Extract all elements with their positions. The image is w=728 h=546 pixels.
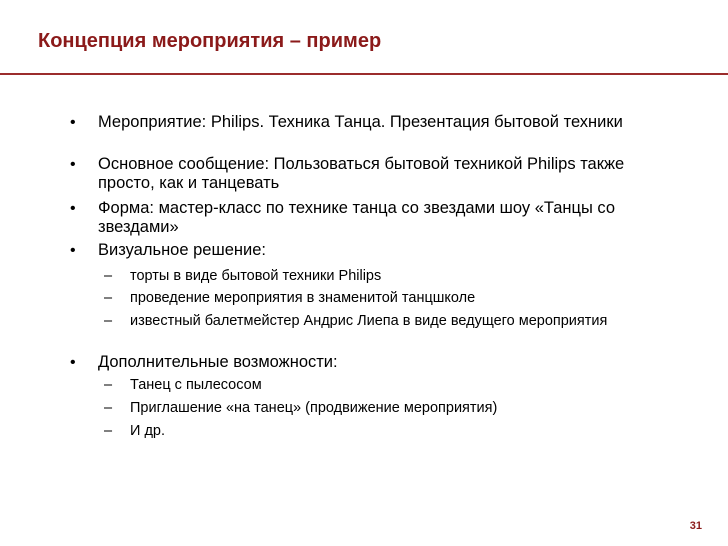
sub-item-cakes: [104, 268, 630, 285]
slide-title: Концепция мероприятия – пример: [38, 30, 382, 52]
sub-marker: –: [104, 423, 113, 439]
bullet-item-message: [70, 155, 638, 193]
bullet-marker: •: [70, 242, 76, 259]
bullet-marker: •: [70, 114, 76, 131]
sub-marker: –: [104, 313, 113, 329]
sub-text: Приглашение «на танец» (продвижение мероприятия): [130, 400, 498, 416]
sub-text: Танец с пылесосом: [130, 377, 262, 393]
page-number: 31: [689, 520, 702, 532]
sub-item-etc: [104, 423, 630, 440]
bullet-item-event: [70, 113, 638, 132]
bullet-text: Основное сообщение: Пользоваться бытовой техникой Philips также просто, как и танцевать: [98, 155, 625, 192]
bullet-item-extra: [70, 353, 638, 372]
bullet-item-visual: [70, 241, 638, 260]
sub-item-vacuum-dance: [104, 377, 630, 394]
bullet-text: Форма: мастер-класс по технике танца со звездами шоу «Танцы со звездами»: [98, 199, 616, 236]
sub-text: проведение мероприятия в знаменитой танцшколе: [130, 290, 476, 306]
sub-marker: –: [104, 268, 113, 284]
bullet-item-format: [70, 199, 638, 237]
sub-text: И др.: [130, 423, 166, 439]
sub-item-host: [104, 313, 630, 330]
sub-marker: –: [104, 400, 113, 416]
sub-item-invitation: [104, 400, 630, 417]
bullet-text: Дополнительные возможности:: [98, 353, 338, 371]
sub-marker: –: [104, 377, 113, 393]
sub-text: торты в виде бытовой техники Philips: [130, 268, 382, 284]
sub-marker: –: [104, 290, 113, 306]
bullet-text: Мероприятие: Philips. Техника Танца. Презентация бытовой техники: [98, 113, 623, 131]
bullet-marker: •: [70, 200, 76, 217]
bullet-text: Визуальное решение:: [98, 241, 266, 259]
sub-text: известный балетмейстер Андрис Лиепа в виде ведущего мероприятия: [130, 313, 608, 329]
bullet-marker: •: [70, 156, 76, 173]
sub-item-venue: [104, 290, 630, 307]
bullet-marker: •: [70, 354, 76, 371]
title-divider: [0, 73, 728, 75]
